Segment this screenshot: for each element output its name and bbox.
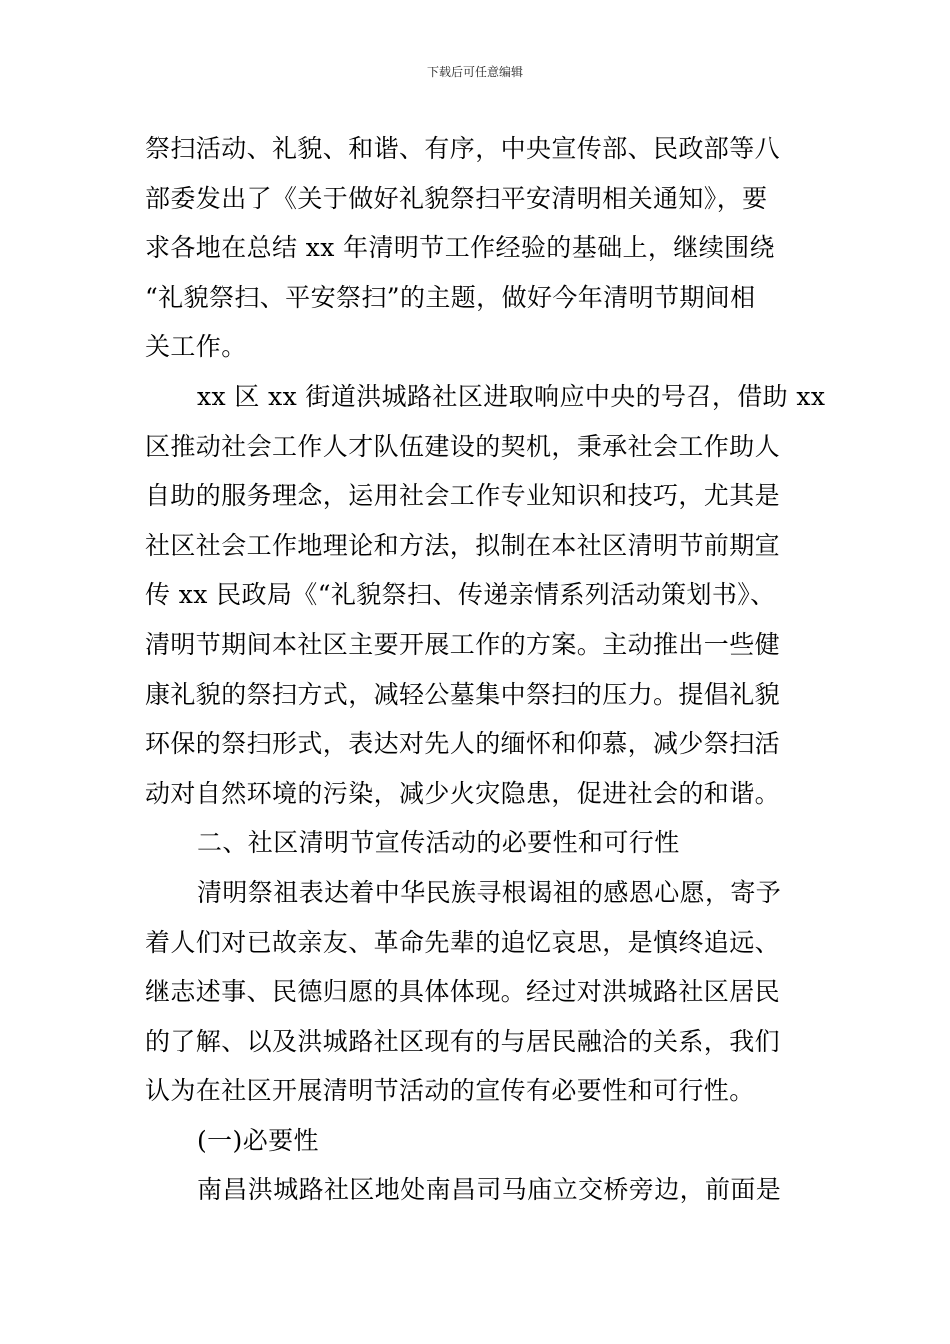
text-line: “礼貌祭扫、平安祭扫”的主题，做好今年清明节期间相 [145,282,756,312]
text-line: 继志述事、民德归愿的具体体现。经过对洪城路社区居民 [145,977,781,1007]
page-header: 下载后可任意编辑 [426,65,523,79]
text-line: 部委发出了《关于做好礼貌祭扫平安清明相关通知》，要 [145,183,768,213]
text-line: 清明祭祖表达着中华民族寻根谒祖的感恩心愿，寄予 [197,877,782,907]
text-line: (一)必要性 [197,1125,319,1155]
text-line: 着人们对已故亲友、革命先辈的追忆哀思，是慎终追远、 [145,927,781,957]
text-line: 祭扫活动、礼貌、和谐、有序，中央宣传部、民政部等八 [145,134,781,163]
text-line: 二、社区清明节宣传活动的必要性和可行性 [197,828,680,858]
text-line: 清明节期间本社区主要开展工作的方案。主动推出一些健 [145,629,781,659]
text-line: 求各地在总结 xx 年清明节工作经验的基础上，继续围绕 [145,233,775,263]
text-line: 自助的服务理念，运用社会工作专业知识和技巧，尤其是 [145,481,781,511]
text-line: 的了解、以及洪城路社区现有的与居民融洽的关系，我们 [145,1026,781,1056]
text-line: 康礼貌的祭扫方式，减轻公墓集中祭扫的压力。提倡礼貌 [145,679,781,709]
text-line: 环保的祭扫形式，表达对先人的缅怀和仰慕，减少祭扫活 [145,729,781,759]
text-line: 动对自然环境的污染，减少火灾隐患，促进社会的和谐。 [145,778,781,808]
text-line: 社区社会工作地理论和方法，拟制在本社区清明节前期宣 [145,530,781,560]
text-line: 区推动社会工作人才队伍建设的契机，秉承社会工作助人 [145,431,781,461]
document-body [145,124,826,1215]
text-line: 南昌洪城路社区地处南昌司马庙立交桥旁边，前面是 [197,1175,782,1205]
text-line: xx 区 xx 街道洪城路社区进取响应中央的号召，借助 xx [197,381,826,411]
text-line: 认为在社区开展清明节活动的宣传有必要性和可行性。 [145,1076,755,1106]
text-line: 关工作。 [145,332,247,362]
text-line: 传 xx 民政局《“礼貌祭扫、传递亲情系列活动策划书》、 [145,580,776,610]
